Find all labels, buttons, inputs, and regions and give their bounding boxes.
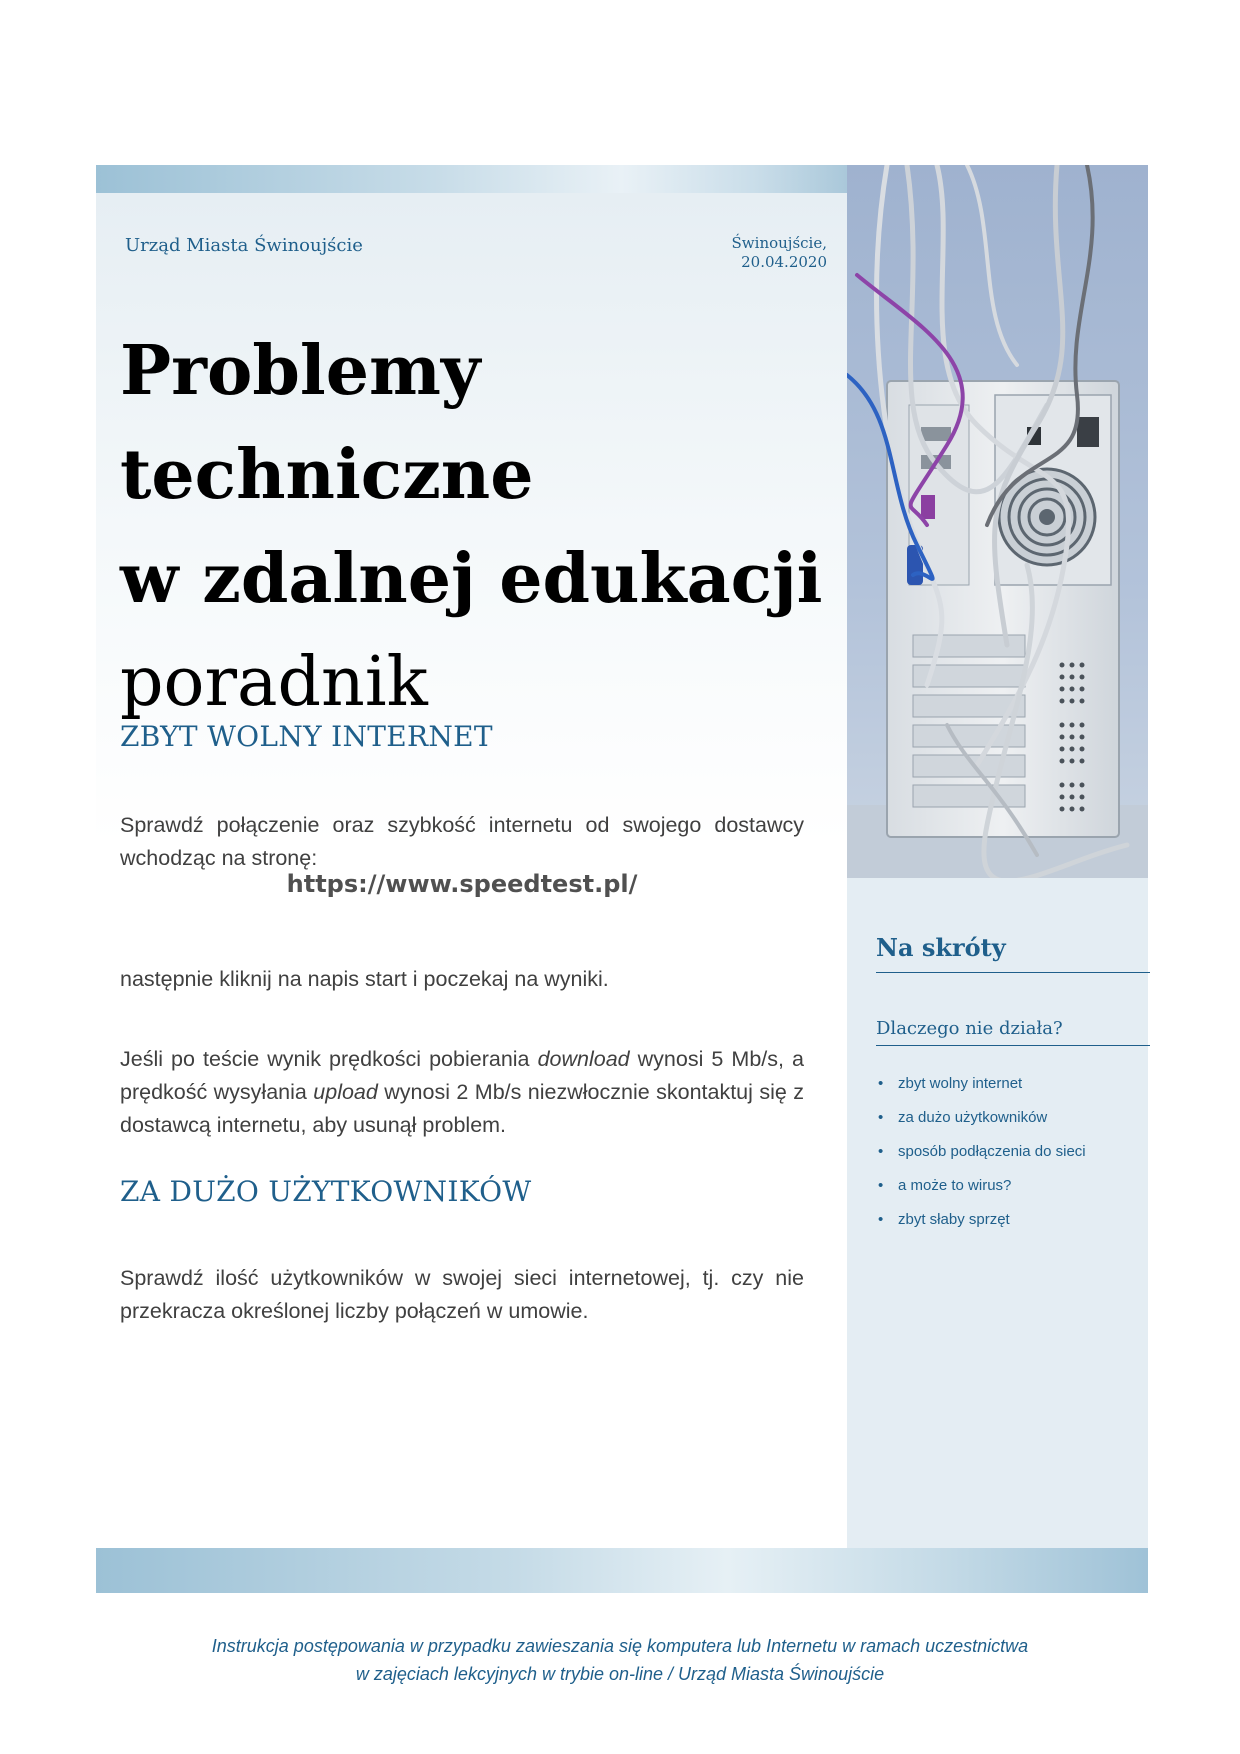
shortcut-item-virus[interactable]: • a może to wirus?: [876, 1169, 1086, 1203]
heading-slow-internet: ZBYT WOLNY INTERNET: [120, 720, 493, 753]
organization-name: Urząd Miasta Świnoujście: [125, 235, 363, 256]
page-footer: [0, 1632, 1240, 1688]
upload-term: upload: [313, 1080, 378, 1104]
footer-line-1: Instrukcja postępowania w przypadku zawieszania się komputera lub Internetu w ramach uczestnictwa: [211, 1636, 1029, 1656]
top-decor-band: [96, 165, 847, 193]
shortcut-item-too-many-users[interactable]: • za dużo użytkowników: [876, 1101, 1086, 1135]
paragraph-check-connection: Sprawdź połączenie oraz szybkość internetu od swojego dostawcy wchodząc na stronę:: [120, 813, 804, 870]
title-line-1: Problemy: [120, 331, 481, 411]
paragraph-click-start: następnie kliknij na napis start i poczekaj na wyniki.: [120, 967, 609, 991]
sidebar-title-divider: [876, 972, 1150, 973]
sidebar-subtitle: Dlaczego nie działa?: [876, 1018, 1063, 1039]
footer-line-2: w zajęciach lekcyjnych w trybie on-line / Urząd Miasta Świnoujście: [355, 1664, 885, 1684]
paragraph-check-users: Sprawdź ilość użytkowników w swojej sieci internetowej, tj. czy nie przekracza określonej liczby połączeń w umowie.: [120, 1266, 804, 1323]
sidebar-subtitle-divider: [876, 1045, 1150, 1046]
shortcut-item-connection-method[interactable]: • sposób podłączenia do sieci: [876, 1135, 1086, 1169]
speed-text-c: wynosi 5 Mb/s, a prędkość wysyłania: [120, 1047, 804, 1104]
title-line-2: techniczne: [120, 435, 534, 515]
speed-text-a: Jeśli po teście wynik prędkości pobierania: [120, 1047, 538, 1071]
shortcut-list: [876, 1067, 1086, 1237]
shortcut-item-weak-hardware[interactable]: • zbyt słaby sprzęt: [876, 1203, 1086, 1237]
shortcut-item-slow-internet[interactable]: • zbyt wolny internet: [876, 1067, 1086, 1101]
sidebar: [847, 165, 1148, 1548]
title-subtitle: poradnik: [120, 643, 428, 722]
date-city: Świnoujście,: [731, 234, 827, 252]
speedtest-link[interactable]: https://www.speedtest.pl/: [286, 870, 638, 898]
document-page: [96, 165, 1148, 1593]
speed-text-e: wynosi 2 Mb/s niezwłocznie skontaktuj się z dostawcą internetu, aby usunął problem.: [120, 1080, 804, 1137]
document-date: [732, 234, 827, 272]
computer-cables-photo: [847, 165, 1148, 878]
sidebar-title: Na skróty: [876, 933, 1006, 962]
main-content-panel: [96, 193, 847, 1548]
heading-too-many-users: ZA DUŻO UŻYTKOWNIKÓW: [120, 1175, 532, 1208]
date-value: 20.04.2020: [741, 253, 827, 271]
bottom-decor-band: [96, 1548, 1148, 1593]
title-line-3: w zdalnej edukacji: [120, 539, 823, 619]
paragraph-speed-results: [120, 1043, 804, 1142]
download-term: download: [537, 1047, 630, 1071]
page-title: [120, 319, 823, 735]
